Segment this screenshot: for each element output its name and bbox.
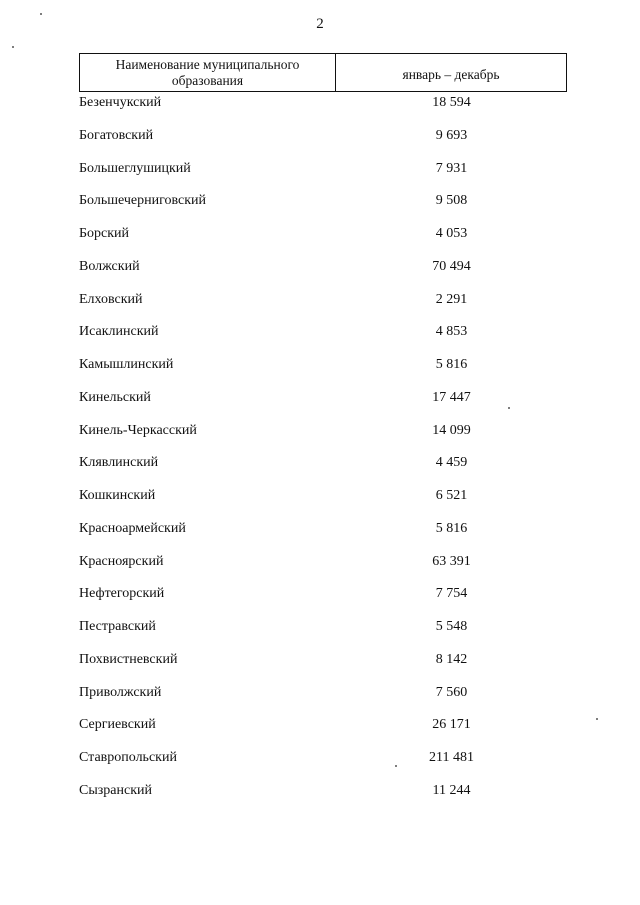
municipality-name: Клявлинский xyxy=(79,455,159,471)
table-row xyxy=(0,782,640,815)
municipality-value: 5 816 xyxy=(435,520,468,536)
municipality-name: Большеглушицкий xyxy=(79,160,191,176)
municipality-value: 2 291 xyxy=(435,291,468,307)
municipality-value: 4 459 xyxy=(435,455,468,471)
scan-speck xyxy=(12,46,14,48)
municipality-name: Пестравский xyxy=(79,619,156,634)
table-row xyxy=(0,520,640,553)
header-municipality-name: Наименование муниципального образования xyxy=(80,54,336,91)
table-row xyxy=(0,94,640,127)
municipality-value: 8 142 xyxy=(435,651,468,667)
municipality-value: 5 816 xyxy=(435,357,468,372)
municipality-name: Красноярский xyxy=(79,553,164,569)
table-row xyxy=(0,225,640,258)
table-row xyxy=(0,684,640,717)
municipality-value: 5 548 xyxy=(435,619,468,634)
municipality-name: Богатовский xyxy=(79,127,154,143)
table-row xyxy=(0,389,640,422)
table-row xyxy=(0,127,640,160)
municipality-name: Кинель-Черкасский xyxy=(79,422,197,438)
scan-speck xyxy=(596,718,598,720)
table-row xyxy=(0,618,640,651)
table-row xyxy=(0,716,640,749)
municipality-name: Приволжский xyxy=(79,684,162,700)
municipality-name: Камышлинский xyxy=(79,357,174,372)
municipality-value: 9 693 xyxy=(435,127,468,143)
municipality-name: Сызранский xyxy=(79,782,152,798)
table-row xyxy=(0,651,640,684)
table-row xyxy=(0,585,640,618)
municipality-name: Елховский xyxy=(79,291,143,307)
scan-speck xyxy=(508,407,510,409)
table-header xyxy=(79,53,567,92)
table-row xyxy=(0,487,640,520)
municipality-name: Кошкинский xyxy=(79,488,156,503)
municipality-value: 14 099 xyxy=(432,422,471,438)
table-body xyxy=(0,94,640,815)
table-row xyxy=(0,258,640,291)
municipality-value: 26 171 xyxy=(432,717,471,733)
scan-speck xyxy=(40,13,42,15)
municipality-value: 63 391 xyxy=(432,553,471,569)
municipality-value: 7 754 xyxy=(435,586,468,602)
municipality-value: 211 481 xyxy=(429,750,474,765)
municipality-name: Борский xyxy=(79,226,130,241)
municipality-name: Исаклинский xyxy=(79,324,159,340)
table-row xyxy=(0,323,640,356)
page-number: 2 xyxy=(316,16,324,32)
municipality-value: 4 853 xyxy=(435,324,468,340)
municipality-value: 6 521 xyxy=(435,488,468,503)
municipality-value: 7 931 xyxy=(435,160,468,176)
municipality-value: 70 494 xyxy=(432,258,471,274)
municipality-value: 7 560 xyxy=(435,684,468,700)
municipality-name: Кинельский xyxy=(79,389,151,405)
header-period: январь – декабрь xyxy=(402,67,500,82)
table-row xyxy=(0,192,640,225)
municipality-value: 9 508 xyxy=(435,193,468,209)
municipality-name: Красноармейский xyxy=(79,520,186,536)
municipality-name: Похвистневский xyxy=(79,651,178,667)
table-row xyxy=(0,291,640,324)
table-row xyxy=(0,422,640,455)
municipality-value: 11 244 xyxy=(432,782,471,798)
municipality-name: Ставропольский xyxy=(79,750,177,765)
municipality-name: Сергиевский xyxy=(79,717,156,733)
municipality-value: 18 594 xyxy=(432,95,471,110)
scan-speck xyxy=(395,765,397,767)
table-row xyxy=(0,553,640,586)
municipality-name: Безенчукский xyxy=(79,95,162,110)
table-row xyxy=(0,454,640,487)
municipality-name: Большечерниговский xyxy=(79,193,207,209)
table-row xyxy=(0,160,640,193)
municipality-name: Волжский xyxy=(79,258,140,274)
table-row xyxy=(0,356,640,389)
municipality-value: 17 447 xyxy=(432,389,471,405)
municipality-name: Нефтегорский xyxy=(79,586,165,602)
table-row xyxy=(0,749,640,782)
municipality-value: 4 053 xyxy=(435,226,468,241)
